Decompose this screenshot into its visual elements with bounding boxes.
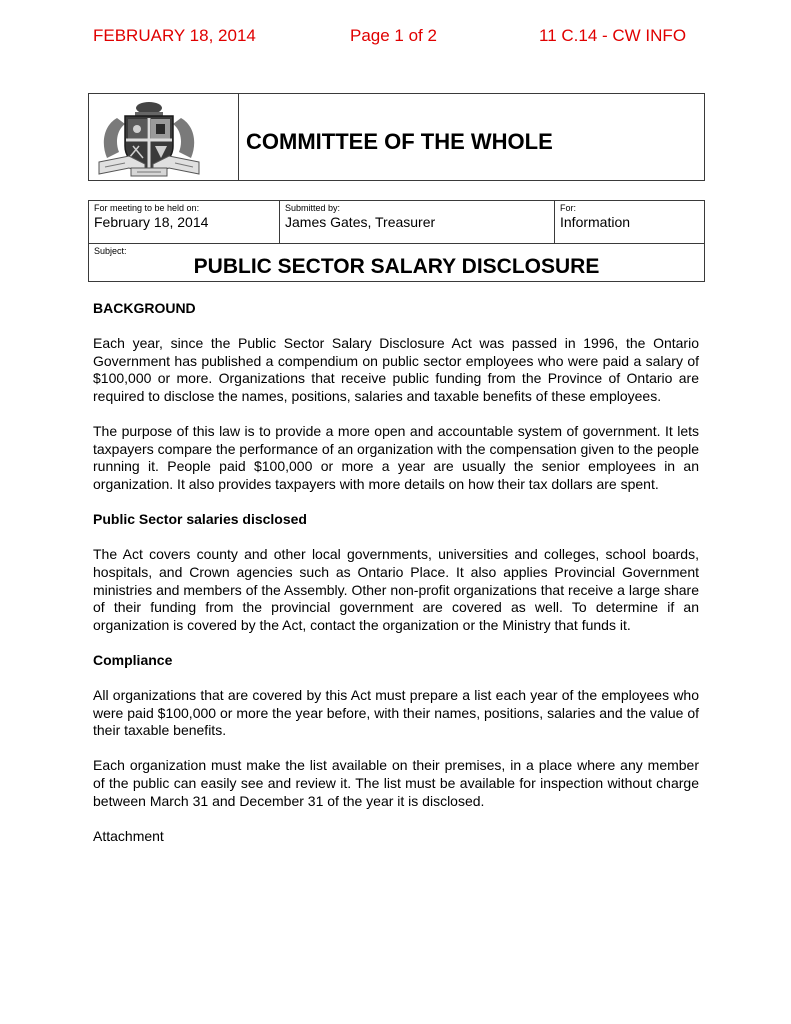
header-page-number: Page 1 of 2 — [350, 26, 437, 45]
document-body — [93, 300, 699, 845]
crest-cell — [89, 94, 239, 180]
subject-title: PUBLIC SECTOR SALARY DISCLOSURE — [193, 255, 600, 278]
submitted-by-label: Submitted by: — [285, 203, 341, 213]
attachment-label: Attachment — [93, 827, 164, 844]
disclosed-paragraph-1: The Act covers county and other local governments, universities and colleges, school boards, hospitals, and Crown agencies such as Ontario Place. It also applies Provincial Government ministries and members of the Assembly. Other non-profit organizations that receive a large share of their funding from the provincial government are covered as well. To determine if an organization is covered by the Act, contact the organization or the Ministry that funds it. — [93, 546, 699, 633]
coat-of-arms-icon — [95, 96, 203, 178]
submitted-by-value: James Gates, Treasurer — [285, 214, 436, 230]
subject-label: Subject: — [94, 246, 127, 256]
meeting-info-row — [89, 201, 704, 244]
title-box — [88, 93, 705, 181]
section-heading-compliance: Compliance — [93, 651, 173, 668]
section-heading-salaries-disclosed: Public Sector salaries disclosed — [93, 511, 307, 528]
meeting-date-cell — [89, 201, 280, 243]
for-value: Information — [560, 214, 631, 230]
committee-title: COMMITTEE OF THE WHOLE — [246, 129, 553, 154]
compliance-paragraph-1: All organizations that are covered by this Act must prepare a list each year of the employees who were paid $100,000 or more the year before, with their names, positions, salaries and the value of their taxable benefits. — [93, 687, 699, 739]
for-label: For: — [560, 203, 577, 213]
meeting-date-value: February 18, 2014 — [94, 214, 209, 230]
background-paragraph-2: The purpose of this law is to provide a more open and accountable system of government. It lets taxpayers compare the performance of an organization with the compensation given to the people running it. People paid $100,000 or more a year are usually the senior employees in an organization. It also provides taxpayers with more details on how their tax dollars are spent. — [93, 423, 699, 492]
section-heading-background: BACKGROUND — [93, 300, 196, 316]
compliance-paragraph-2: Each organization must make the list available on their premises, in a place where any member of the public can easily see and review it. The list must be available for inspection without charge between March 31 and December 31 of the year it is disclosed. — [93, 757, 699, 809]
meeting-date-label: For meeting to be held on: — [94, 203, 200, 213]
meeting-info-box — [88, 200, 705, 282]
for-cell — [555, 201, 704, 243]
header-document-code: 11 C.14 - CW INFO — [539, 26, 687, 45]
submitted-by-cell — [280, 201, 555, 243]
header-date: FEBRUARY 18, 2014 — [93, 26, 256, 45]
background-paragraph-1: Each year, since the Public Sector Salary Disclosure Act was passed in 1996, the Ontario Government has published a compendium on public sector employees who were paid a salary of $100,000 or more. Organizations that receive public funding from the Province of Ontario are required to disclose the names, positions, salaries and taxable benefits of these employees. — [93, 335, 699, 404]
